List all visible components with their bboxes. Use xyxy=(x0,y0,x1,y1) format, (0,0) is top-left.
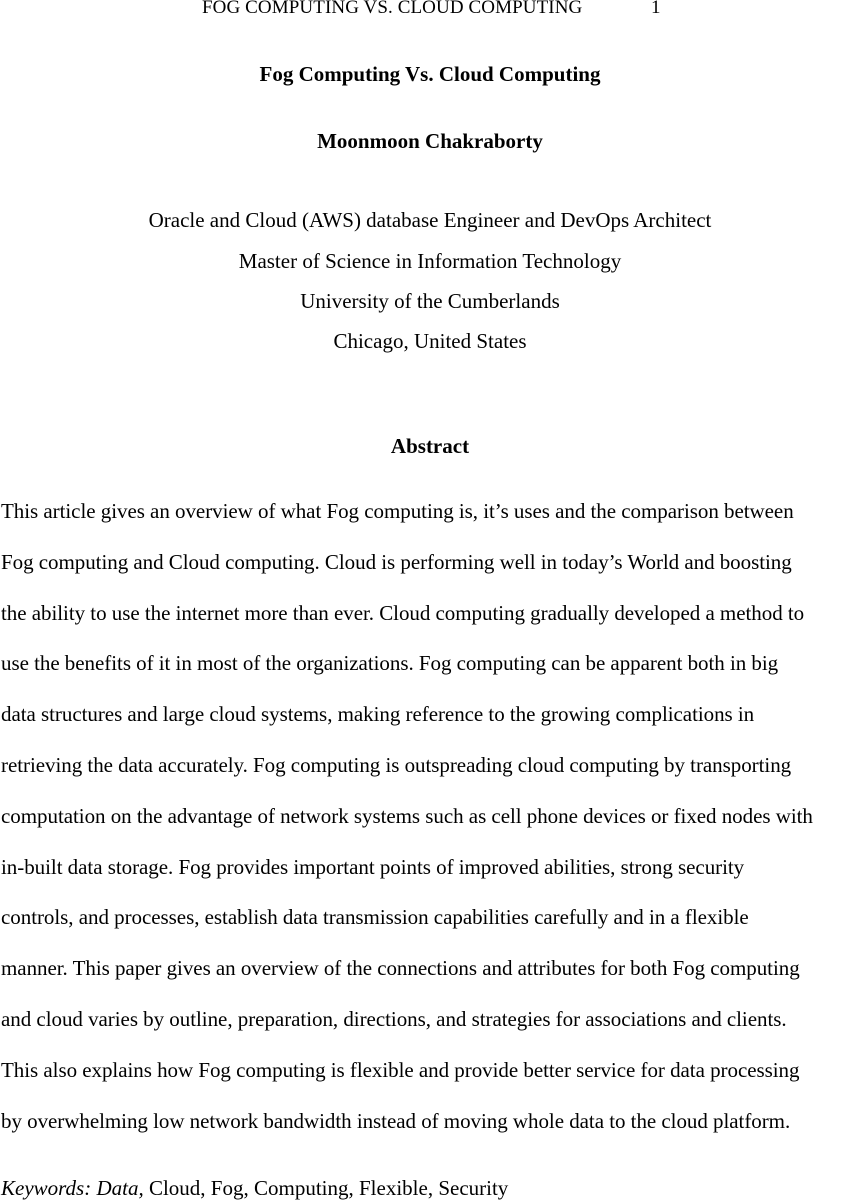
abstract-line: computation on the advantage of network systems such as cell phone devices or fixed nodes with xyxy=(1,803,813,828)
page-number: 1 xyxy=(651,0,661,18)
abstract-line: by overwhelming low network bandwidth instead of moving whole data to the cloud platform. xyxy=(1,1108,791,1133)
abstract-heading: Abstract xyxy=(390,434,470,458)
affiliation-role: Oracle and Cloud (AWS) database Engineer and DevOps Architect xyxy=(148,208,712,232)
abstract-line: data structures and large cloud systems, making reference to the growing complications in xyxy=(1,702,755,727)
abstract-body xyxy=(1,497,860,1157)
abstract-line: use the benefits of it in most of the organizations. Fog computing can be apparent both in big xyxy=(1,651,779,676)
affiliation-degree: Master of Science in Information Technology xyxy=(238,249,622,273)
abstract-line: This article gives an overview of what Fog computing is, it’s uses and the comparison between xyxy=(1,499,794,523)
author-name: Moonmoon Chakraborty xyxy=(317,129,543,153)
abstract-line: the ability to use the internet more than ever. Cloud computing gradually developed a method to xyxy=(1,600,805,625)
abstract-line: and cloud varies by outline, preparation, directions, and strategies for associations and clients. xyxy=(1,1006,787,1031)
keywords-terms: Cloud, Fog, Computing, Flexible, Security xyxy=(143,1176,509,1200)
abstract-line: in-built data storage. Fog provides important points of improved abilities, strong security xyxy=(1,854,745,879)
affiliation-university: University of the Cumberlands xyxy=(300,289,560,313)
abstract-line: controls, and processes, establish data transmission capabilities carefully and in a flexible xyxy=(1,905,749,930)
affiliation-location: Chicago, United States xyxy=(333,329,527,353)
abstract-line: manner. This paper gives an overview of the connections and attributes for both Fog computing xyxy=(1,956,800,981)
abstract-line: retrieving the data accurately. Fog computing is outspreading cloud computing by transporting xyxy=(1,752,792,777)
abstract-line: Fog computing and Cloud computing. Cloud is performing well in today’s World and boosting xyxy=(1,549,792,574)
running-head xyxy=(0,0,860,20)
paper-title: Fog Computing Vs. Cloud Computing xyxy=(259,62,601,86)
running-head-title: FOG COMPUTING VS. CLOUD COMPUTING xyxy=(202,0,583,18)
keywords xyxy=(1,1174,508,1202)
keywords-label: Keywords: Data, xyxy=(1,1176,144,1200)
abstract-line: This also explains how Fog computing is flexible and provide better service for data processing xyxy=(1,1057,800,1082)
